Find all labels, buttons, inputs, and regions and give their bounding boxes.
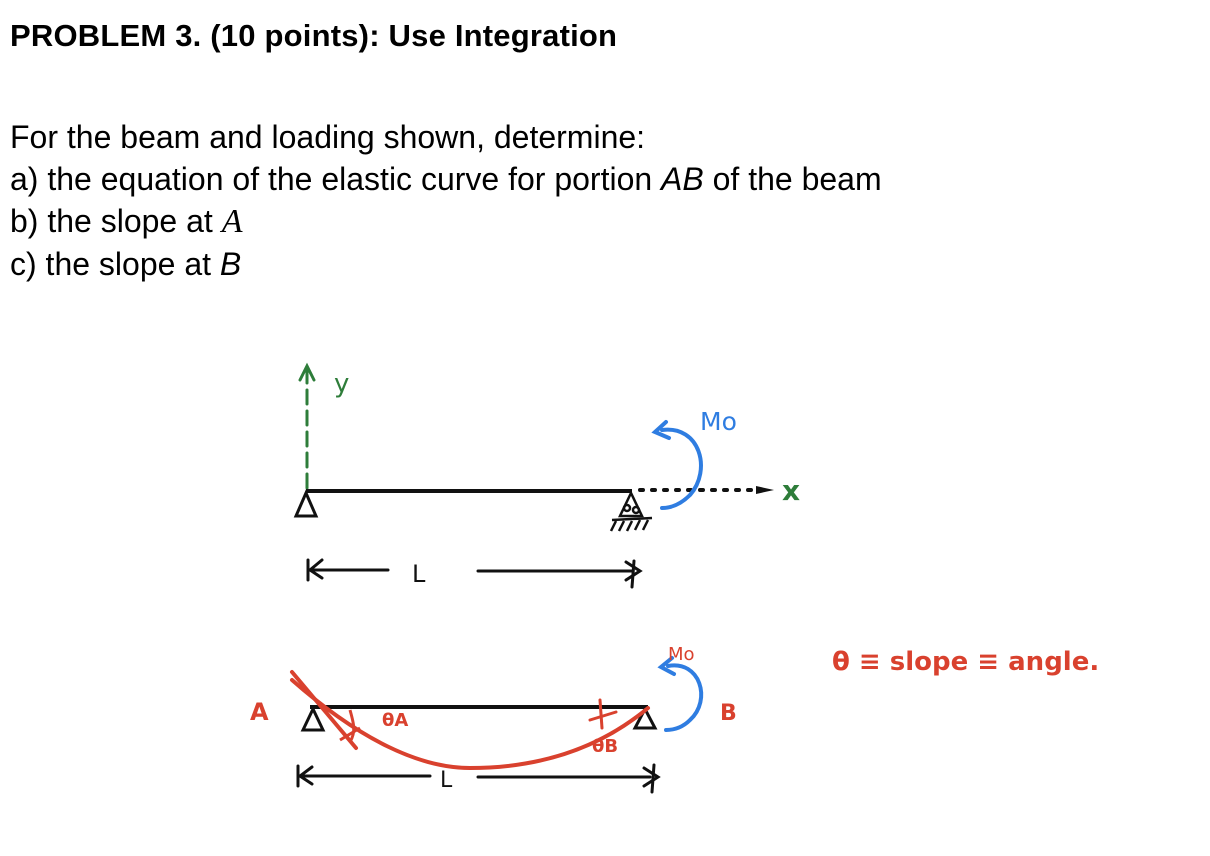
problem-intro: For the beam and loading shown, determine: [10,119,646,155]
point-a-label: A [250,698,269,726]
bottom-moment-label: Mo [668,644,695,665]
part-b-text: b) the slope at [10,203,222,239]
x-axis-label: x [782,474,801,507]
top-left-support [296,493,316,516]
tangent-line-b [600,700,602,728]
top-moment-arrow [655,422,701,508]
part-a-var: AB [661,161,704,197]
theta-a-label: θA [382,710,409,731]
top-length-label: L [412,560,426,588]
y-axis [300,366,314,488]
bottom-figure [250,644,1099,793]
bottom-moment-arrow [661,658,701,730]
top-figure [296,366,800,588]
slope-note: θ ≡ slope ≡ angle. [832,647,1100,677]
part-a-suffix: of the beam [703,161,882,197]
part-b-var: A [221,203,243,240]
top-length-dimension [308,560,640,587]
part-a-text: a) the equation of the elastic curve for portion [10,161,662,197]
top-moment-label: Mo [700,407,737,436]
tangent-line-b-cross [590,712,616,720]
bottom-length-label: L [440,768,453,793]
top-right-support [611,493,652,531]
part-c-var: B [219,246,242,282]
y-axis-label: y [334,369,350,399]
x-axis-arrowhead [756,486,774,494]
bottom-left-support [303,709,323,730]
problem-title: PROBLEM 3. (10 points): Use Integration [10,18,618,53]
part-c-text: c) the slope at [10,246,220,282]
point-b-label: B [720,701,737,726]
theta-b-label: θB [592,736,619,757]
